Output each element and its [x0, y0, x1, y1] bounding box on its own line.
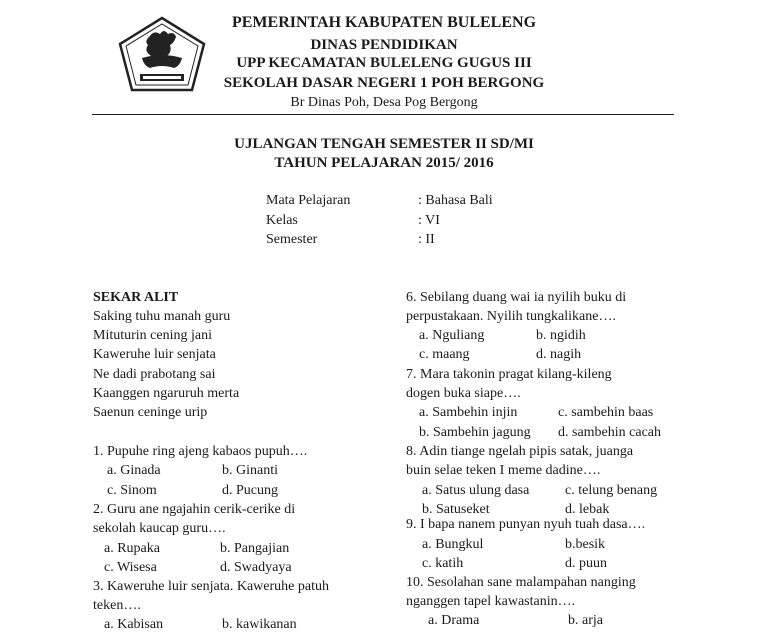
question-2-option-a: a. Rupaka: [104, 541, 160, 556]
question-6-option-a: a. Nguliang: [419, 328, 485, 343]
poem-line: Ne dadi prabotang sai: [93, 367, 216, 382]
question-7-stem: 7. Mara takonin pragat kilang-kileng: [406, 367, 612, 382]
question-9-stem: 9. I bapa nanem punyan nyuh tuah dasa….: [406, 517, 646, 532]
question-10-option-b: b. arja: [568, 613, 603, 628]
question-8-stem: 8. Adin tiange ngelah pipis satak, juanga: [406, 444, 634, 459]
question-8-option-a: a. Satus ulung dasa: [422, 483, 530, 498]
letterhead-school: SEKOLAH DASAR NEGERI 1 POH BERGONG: [223, 75, 545, 91]
question-1-option-b: b. Ginanti: [222, 463, 278, 478]
question-9-option-d: d. puun: [565, 556, 607, 571]
question-3-option-a: a. Kabisan: [104, 617, 164, 632]
poem-line: Saenun ceninge urip: [93, 405, 208, 420]
question-9-option-a: a. Bungkul: [422, 537, 484, 552]
poem-line: Saking tuhu manah guru: [93, 309, 231, 324]
question-10-stem: nganggen tapel kawastanin….: [406, 594, 576, 609]
question-3-stem: 3. Kaweruhe luir senjata. Kaweruhe patuh: [93, 579, 329, 594]
question-2-option-b: b. Pangajian: [220, 541, 290, 556]
question-1-option-c: c. Sinom: [107, 483, 157, 498]
question-9-option-c: c. katih: [422, 556, 464, 571]
poem-line: Kaweruhe luir senjata: [93, 347, 216, 362]
question-2-option-c: c. Wisesa: [104, 560, 157, 575]
question-1-stem: 1. Pupuhe ring ajeng kabaos pupuh….: [93, 444, 308, 459]
question-6-option-b: b. ngidih: [536, 328, 586, 343]
question-6-stem: 6. Sebilang duang wai ia nyilih buku di: [406, 290, 627, 305]
letterhead-government: PEMERINTAH KABUPATEN BULELENG: [231, 14, 537, 31]
question-7-option-d: d. sambehin cacah: [558, 425, 662, 440]
question-8-option-c: c. telung benang: [565, 483, 658, 498]
question-8-stem: buin selae teken I meme dadine….: [406, 463, 601, 478]
question-2-stem: 2. Guru ane ngajahin cerik-cerike di: [93, 502, 296, 517]
question-6-option-d: d. nagih: [536, 347, 582, 362]
question-3-stem: teken….: [93, 598, 141, 613]
info-value-subject: : Bahasa Bali: [418, 193, 493, 208]
question-1-option-a: a. Ginada: [107, 463, 161, 478]
info-value-class: : VI: [418, 213, 440, 228]
letterhead-upp: UPP KECAMATAN BULELENG GUGUS III: [236, 55, 532, 71]
question-7-stem: dogen buka siape….: [406, 386, 521, 401]
info-label-subject: Mata Pelajaran: [266, 193, 351, 208]
letterhead-address: Br Dinas Poh, Desa Pog Bergong: [290, 95, 478, 110]
question-2-option-d: d. Swadyaya: [220, 560, 292, 575]
question-6-stem: perpustakaan. Nyilih tungkalikane….: [406, 309, 616, 324]
question-7-option-a: a. Sambehin injin: [419, 405, 518, 420]
question-1-option-d: d. Pucung: [222, 483, 278, 498]
question-2-stem: sekolah kaucap guru….: [93, 521, 226, 536]
letterhead-department: DINAS PENDIDIKAN: [310, 37, 458, 53]
question-6-option-c: c. maang: [419, 347, 470, 362]
question-8-option-b: b. Satuseket: [422, 502, 490, 517]
question-10-stem: 10. Sesolahan sane malampahan nanging: [406, 575, 636, 590]
question-8-option-d: d. lebak: [565, 502, 610, 517]
letterhead-divider: [92, 114, 674, 115]
question-9-option-b: b.besik: [565, 537, 606, 552]
question-3-option-b: b. kawikanan: [222, 617, 297, 632]
exam-title: UJLANGAN TENGAH SEMESTER II SD/MI: [234, 136, 534, 152]
poem-title: SEKAR ALIT: [93, 290, 179, 305]
poem-line: Mituturin cening jani: [93, 328, 212, 343]
poem-line: Kaanggen ngaruruh merta: [93, 386, 240, 401]
exam-year: TAHUN PELAJARAN 2015/ 2016: [274, 155, 494, 171]
question-7-option-b: b. Sambehin jagung: [419, 425, 531, 440]
info-label-class: Kelas: [266, 213, 298, 228]
info-label-semester: Semester: [266, 232, 318, 247]
question-10-option-a: a. Drama: [428, 613, 480, 628]
info-value-semester: : II: [418, 232, 435, 247]
question-7-option-c: c. sambehin baas: [558, 405, 654, 420]
